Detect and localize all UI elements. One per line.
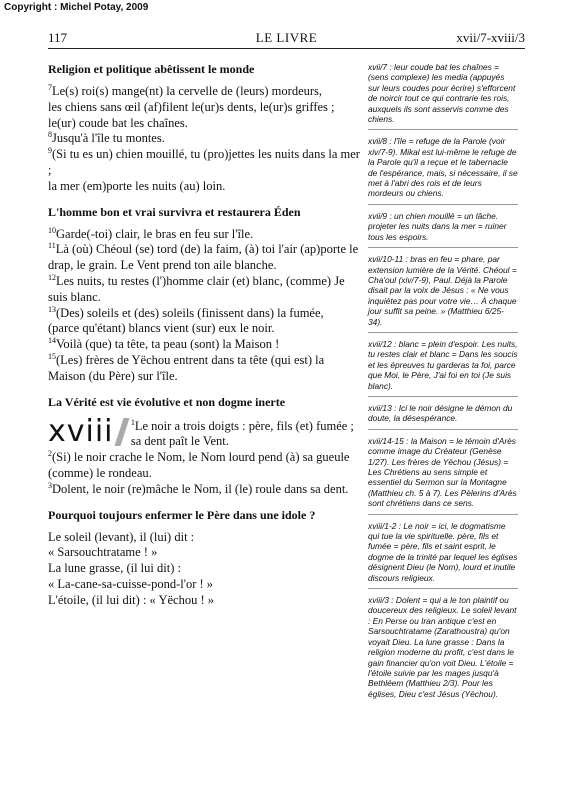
section-title: La Vérité est vie évolutive et non dogme inerte [48, 394, 286, 409]
verse-line [48, 147, 360, 179]
verse-number: 15 [48, 351, 56, 361]
verse-line [48, 306, 360, 322]
verse-number: 2 [48, 448, 52, 458]
verse-text: La lune grasse, (il lui dit) : [48, 561, 181, 576]
verse-line [48, 131, 360, 147]
header-rule [48, 48, 525, 49]
verse-text: L'étoile, (il lui dit) : « Yëchou ! » [48, 592, 214, 607]
verse-number: 12 [48, 272, 56, 282]
verse-number: 3 [48, 480, 52, 490]
verse-line [131, 417, 360, 451]
verse-text: « La-cane-sa-cuisse-pond-l'or ! » [48, 576, 214, 591]
verse-line [48, 577, 360, 593]
verse-text: (Si) le noir crache le Nom, le Nom lourd pend (à) sa gueule (comme) le rondeau. [48, 450, 350, 480]
page-header [48, 30, 525, 44]
section-title: Pourquoi toujours enfermer le Père dans une idole ? [48, 507, 316, 522]
section-gap [48, 498, 360, 508]
verse-text: Là (où) Chéoul (se) tord (de) la faim, (à) toi l'air (ap)porte le drap, le grain. Le Vent prend ton aile blanche. [48, 242, 359, 273]
verse-line [48, 321, 360, 337]
verse-number: 13 [48, 304, 56, 314]
verse-line [48, 561, 360, 577]
margin-note: xvii/13 : Ici le noir désigne le démon du doute, la désespérance. [368, 401, 518, 430]
margin-note: xvii/12 : blanc = plein d'espoir. Les nuits, tu restes clair et blanc = Dans les soucis et les épreuves tu garderas ta foi, parce que Moi, le Père, J'ai foi en toi (Je suis blanc). [368, 337, 518, 397]
verse-text: Voilà (que) ta tête, ta peau (sont) la Maison ! [56, 337, 280, 352]
verse-line [48, 227, 360, 243]
chapter-opening [48, 413, 360, 451]
verse-text: (Les) frères de Yëchou entrent dans ta tête (qui est) la Maison (du Père) sur l'île. [48, 352, 325, 383]
verse-number: 7 [48, 82, 52, 92]
verse-line [48, 274, 360, 306]
verse-text: la mer (em)porte les nuits (au) loin. [48, 178, 226, 193]
verse-text: Le(s) roi(s) mange(nt) la cervelle de (leurs) mordeurs, [52, 84, 323, 98]
margin-note: xvii/9 : un chien mouillé = un lâche. projeter les nuits dans la mer = ruiner tous les espoirs. [368, 209, 518, 248]
verse-line [48, 337, 360, 353]
book-title: LE LIVRE [255, 30, 318, 45]
verse-line [48, 450, 360, 482]
verse-text: Les nuits, tu restes (l')homme clair (et) blanc, (comme) Je suis blanc. [48, 273, 345, 304]
margin-note: xvii/14-15 : la Maison = le témoin d'Arès comme image du Créateur (Genèse 1/27). Les frères de Yëchou (Jésus) = Les Chrétiens au sens simple et essentiel du Sermon sur la Montagne (Matthieu ch. 5 à 7). Les Pèlerins d'Arès sont chrétiens dans ce sens. [368, 434, 518, 515]
verse-text: Le noir a trois doigts : père, fils (et) fumée ; sa dent paît le Vent. [130, 418, 354, 449]
verse-line [48, 593, 360, 609]
section-title: L'homme bon et vrai survivra et restaurera Éden [48, 204, 301, 219]
page-number: 117 [48, 30, 68, 45]
section-gap [48, 195, 360, 205]
verse-text: Jusqu'à l'île tu montes. [52, 131, 165, 146]
verse-line [48, 242, 360, 274]
margin-note: xviii/1-2 : Le noir = ici, le dogmatisme qui tue la vie spirituelle. père, fils et fumée = père, fils et saint esprit, le dogme de la trinité par lequel les églises désignent Dieu (le Nom), lourd et inutile discours religieux. [368, 519, 518, 589]
copyright-notice: Copyright : Michel Potay, 2009 [4, 2, 149, 13]
verse-text: (Si tu es un) chien mouillé, tu (pro)jettes les nuits dans la mer ; [48, 147, 360, 177]
verse-text: (Des) soleils et (des) soleils (finissent dans) la fumée, [56, 305, 324, 320]
verse-text: les chiens sans œil (af)filent le(ur)s dents, le(ur)s griffes ; le(ur) coude bat les chaînes. [48, 99, 335, 130]
verse-reference: xvii/7-xviii/3 [456, 30, 525, 45]
verse-number: 9 [48, 146, 52, 156]
notes-column [368, 60, 518, 708]
verse-number: 8 [48, 130, 52, 140]
verse-text: Dolent, le noir (re)mâche le Nom, il (le) roule dans sa dent. [52, 481, 349, 496]
verse-line [48, 100, 360, 132]
verse-line [48, 179, 360, 195]
chapter-number: xviii [48, 413, 114, 449]
margin-note: xvii/8 : l'île = refuge de la Parole (voir xiv/7-9). Mikal est lui-même le refuge de la Parole qu'il a reçue et le tabernacle de l'espérance, mais, si nécessaire, il se met à l'abri des rois et de leurs mordeurs ou chiens. [368, 134, 518, 204]
margin-note: xviii/3 : Dolent = qui a le ton plaintif ou doucereux des religieux. Le soleil levant : En Perse ou Iran antique c'est en Sarsouchtratame (Zarathoustra) qu'on voyait Dieu. La lune grasse : Dans la religion moderne du profit, c'est dans le gain financier qu'on voit Dieu. L'étoile = l'étoile suivie par les mages jusqu'à Bethléem (Matthieu 2/3). Pour les églises, Dieu c'est Jésus (Yëchou). [368, 595, 517, 699]
verse-number: 10 [48, 225, 56, 235]
verse-line [48, 530, 360, 546]
margin-note: xvii/10-11 : bras en feu = phare, par extension lumière de la Vérité. Chéoul = Cha'oul (xiv/7-9), Paul. Déjà la Parole disait par la voix de Jésus : « Ne vous inquiétez pas pour votre vie… À chaque jour suffit sa peine. » (Matthieu 6/25-34). [368, 252, 518, 333]
verse-text: Garde(-toi) clair, le bras en feu sur l'île. [56, 226, 254, 241]
verse-text: Le soleil (levant), il (lui) dit : [48, 529, 195, 544]
margin-note: xvii/7 : leur coude bat les chaînes = (sens complexe) les media (appuyés sur leurs coudes pour écrire) s'efforcent de noircir tout ce qui contrarie les rois, auxquels ils sont asservis comme des chiens. [368, 60, 518, 130]
verse-number: 11 [48, 241, 56, 251]
verse-number: 14 [48, 336, 56, 345]
verse-line [48, 482, 360, 498]
verse-text: « Sarsouchtratame ! » [48, 545, 158, 560]
verse-line [48, 545, 360, 561]
main-text-column [48, 62, 360, 609]
verse-line [48, 84, 360, 100]
section-gap [48, 385, 360, 395]
verse-line [48, 353, 360, 385]
chapter-slash-mark [114, 418, 129, 446]
verse-text: (parce qu'étant) blancs vient (sur) eux le noir. [48, 321, 275, 336]
verse-number: 1 [130, 417, 135, 427]
section-title: Religion et politique abêtissent le monde [48, 62, 255, 76]
